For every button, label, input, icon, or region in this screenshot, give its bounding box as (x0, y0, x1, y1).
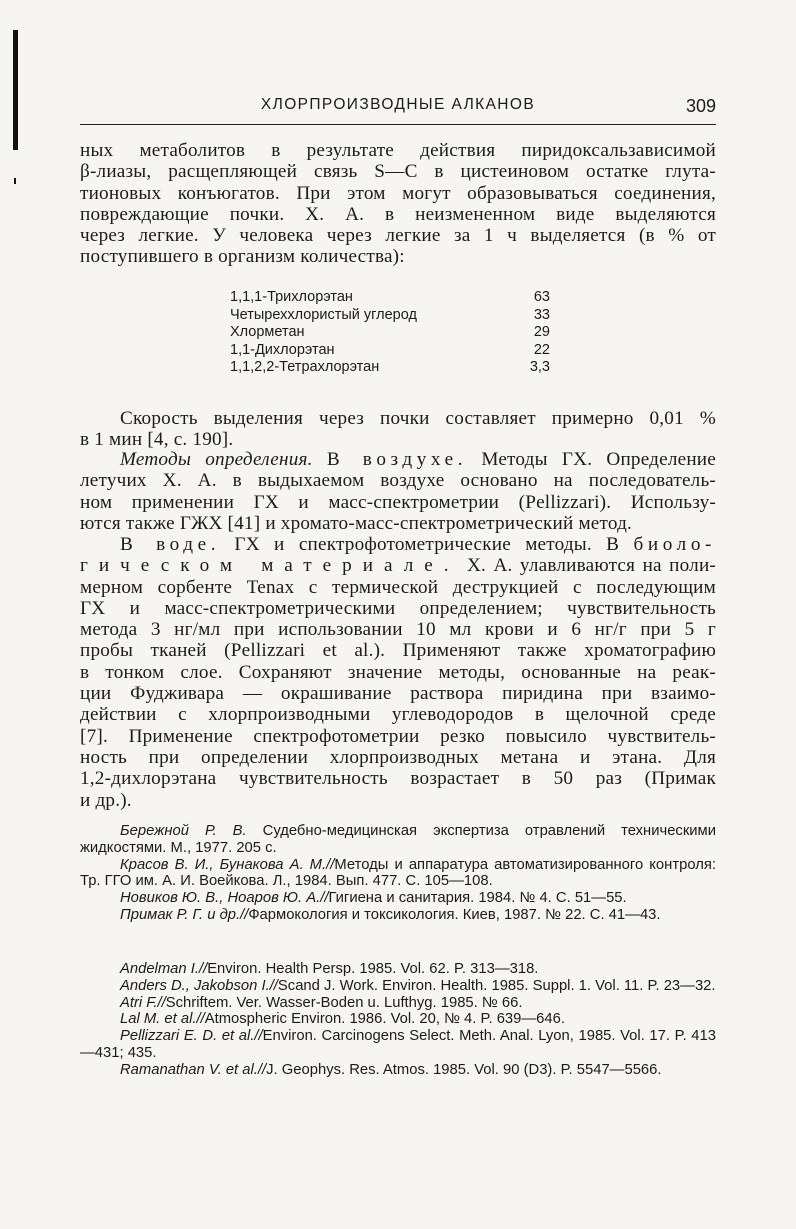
text-fragment: Методы ГХ. Определение (467, 449, 716, 470)
text-line (80, 555, 716, 576)
text-line: 1,2-дихлорэтана чувствительность возрастает в 50 раз (Примак (80, 768, 716, 790)
reference-authors: Ramanathan V. et al.// (120, 1061, 267, 1078)
reference-authors: Atri F.// (120, 994, 166, 1011)
text-line: ность при определении хлорпроизводных метана и этана. Для (80, 746, 716, 768)
text-line: ции Фудживара — окрашивание раствора пиридина при взаимо- (80, 683, 716, 705)
table-row (230, 342, 550, 360)
text-line (80, 534, 716, 555)
table-row (230, 289, 550, 307)
reference-authors: Pellizzari E. D. et al.// (120, 1028, 263, 1045)
section-heading: Методы определения. (120, 449, 313, 470)
header-title: ХЛОРПРОИЗВОДНЫЕ АЛКАНОВ (260, 96, 536, 113)
percent-value: 3,3 (529, 359, 550, 375)
reference-item (80, 978, 716, 995)
text-line (80, 449, 716, 470)
text-line: мерном сорбенте Tenax с термической деструкцией с последующим (80, 576, 716, 598)
reference-text: Гигиена и санитария. 1984. № 4. С. 51—55. (328, 890, 627, 907)
text-line: поступившего в организм количества): (80, 246, 405, 268)
compound-name: 1,1,2,2-Тетрахлорэтан (230, 359, 380, 375)
percent-value: 22 (533, 341, 550, 358)
spaced-heading: гическом материале. (80, 555, 460, 577)
paragraph-metabolites (80, 140, 716, 268)
text-line: ных метаболитов в результате действия пиридоксальзависимой (80, 140, 716, 161)
reference-item (80, 907, 716, 924)
spaced-heading: В воздухе. (326, 449, 468, 470)
margin-bar-mark (13, 30, 18, 150)
text-line: в 1 мин [4, с. 190]. (80, 429, 234, 451)
percent-value: 29 (533, 324, 550, 340)
text-line: ГХ и масс-спектрометрическими определением; чувствительность (80, 597, 716, 619)
reference-item (80, 1028, 716, 1062)
reference-text: J. Geophys. Res. Atmos. 1985. Vol. 90 (D3). P. 5547—5566. (266, 1061, 662, 1078)
spaced-heading: В воде. (120, 534, 221, 555)
reference-item (80, 1011, 716, 1028)
compound-name: Четыреххлористый углерод (230, 306, 417, 323)
text-line: Скорость выделения через почки составляет примерно 0,01 % (120, 408, 716, 429)
text-line: повреждающие почки. Х. А. в неизмененном виде выделяются (80, 203, 716, 225)
reference-item (80, 961, 716, 978)
reference-item (80, 857, 716, 891)
header-rule (80, 124, 716, 125)
reference-authors: Новиков Ю. В., Ноаров Ю. А.// (120, 890, 329, 907)
compound-name: 1,1,1-Трихлорэтан (230, 289, 353, 305)
spaced-heading: биоло- (633, 534, 717, 555)
percent-value: 33 (533, 306, 550, 323)
compound-name: 1,1-Дихлорэтан (230, 341, 335, 358)
percent-value: 63 (533, 289, 550, 305)
text-line: и др.). (80, 789, 132, 811)
table-row (230, 324, 550, 342)
text-line: в тонком слое. Сохраняют значение методы, основанные на реак- (80, 661, 716, 683)
paragraph-methods-water-bio (80, 534, 716, 811)
text-line: ются также ГЖХ [41] и хромато-масс-спектрометрический метод. (80, 512, 633, 534)
reference-authors: Красов В. И., Бунакова А. М.// (120, 856, 335, 873)
reference-text: Environ. Health Persp. 1985. Vol. 62. P. 313—318. (207, 961, 539, 977)
reference-text: Судебно-медицинская экспертиза отравлений техническими жидкостями. М., 1977. 205 с. (80, 823, 716, 856)
margin-dot-mark (14, 178, 16, 184)
text-line: летучих Х. А. в выдыхаемом воздухе основано на последователь- (80, 470, 716, 492)
paragraph-methods-air (80, 449, 716, 534)
text-line: пробы тканей (Pellizzari et al.). Применяют также хроматографию (80, 640, 716, 662)
text-line: β-лиазы, расщепляющей связь S—С в цистеиновом остатке глута- (80, 161, 716, 183)
text-line: тионовых конъюгатов. При этом могут образовываться соединения, (80, 182, 716, 204)
reference-authors: Примак Р. Г. и др.// (120, 906, 249, 923)
text-line: метода 3 нг/мл при использовании 10 мл крови и 6 нг/г при 5 г (80, 619, 716, 641)
text-line: [7]. Применение спектрофотометрии резко повысило чувствитель- (80, 725, 716, 747)
reference-item (80, 823, 716, 857)
reference-authors: Lal M. et al.// (120, 1011, 205, 1028)
text-line: ном применении ГХ и масс-спектрометрии (Pellizzari). Использу- (80, 491, 716, 513)
reference-item (80, 995, 716, 1012)
page-number: 309 (685, 96, 716, 116)
references-foreign (80, 961, 716, 1079)
reference-authors: Anders D., Jakobson I.// (120, 977, 278, 994)
text-fragment: ГХ и спектрофотометрические методы. В (220, 534, 620, 555)
reference-item (80, 890, 716, 907)
compound-name: Хлорметан (230, 324, 305, 340)
table-row (230, 359, 550, 377)
reference-text: Методы и аппаратура автоматизированного контроля: Тр. ГГО им. А. И. Воейкова. Л., 1984. Вып. 477. С. 105—108. (80, 856, 717, 890)
reference-text: Scand J. Work. Environ. Health. 1985. Suppl. 1. Vol. 11. P. 23—32. (277, 977, 716, 994)
reference-text: Atmospheric Environ. 1986. Vol. 20, № 4. P. 639—646. (204, 1011, 565, 1028)
running-header (80, 96, 716, 122)
reference-text: Фармокология и токсикология. Киев, 1987. № 22. С. 41—43. (248, 906, 661, 923)
reference-item (80, 1062, 716, 1079)
reference-authors: Andelman I.// (120, 961, 208, 977)
paragraph-kidney-rate (80, 408, 716, 451)
excretion-table (230, 289, 550, 377)
references-russian (80, 823, 716, 924)
reference-text: Environ. Carcinogens Select. Meth. Anal. Lyon, 1985. Vol. 17. P. 413—431; 435. (80, 1028, 716, 1061)
reference-authors: Бережной Р. В. (120, 823, 247, 839)
reference-text: Schriftem. Ver. Wasser-Boden u. Lufthyg. 1985. № 66. (165, 994, 523, 1011)
text-line: действии с хлорпроизводными углеводородов в щелочной среде (80, 704, 716, 726)
table-row (230, 307, 550, 325)
text-fragment: Х. А. улавливаются на поли- (459, 555, 716, 577)
text-line: через легкие. У человека через легкие за 1 ч выделяется (в % от (80, 225, 716, 247)
